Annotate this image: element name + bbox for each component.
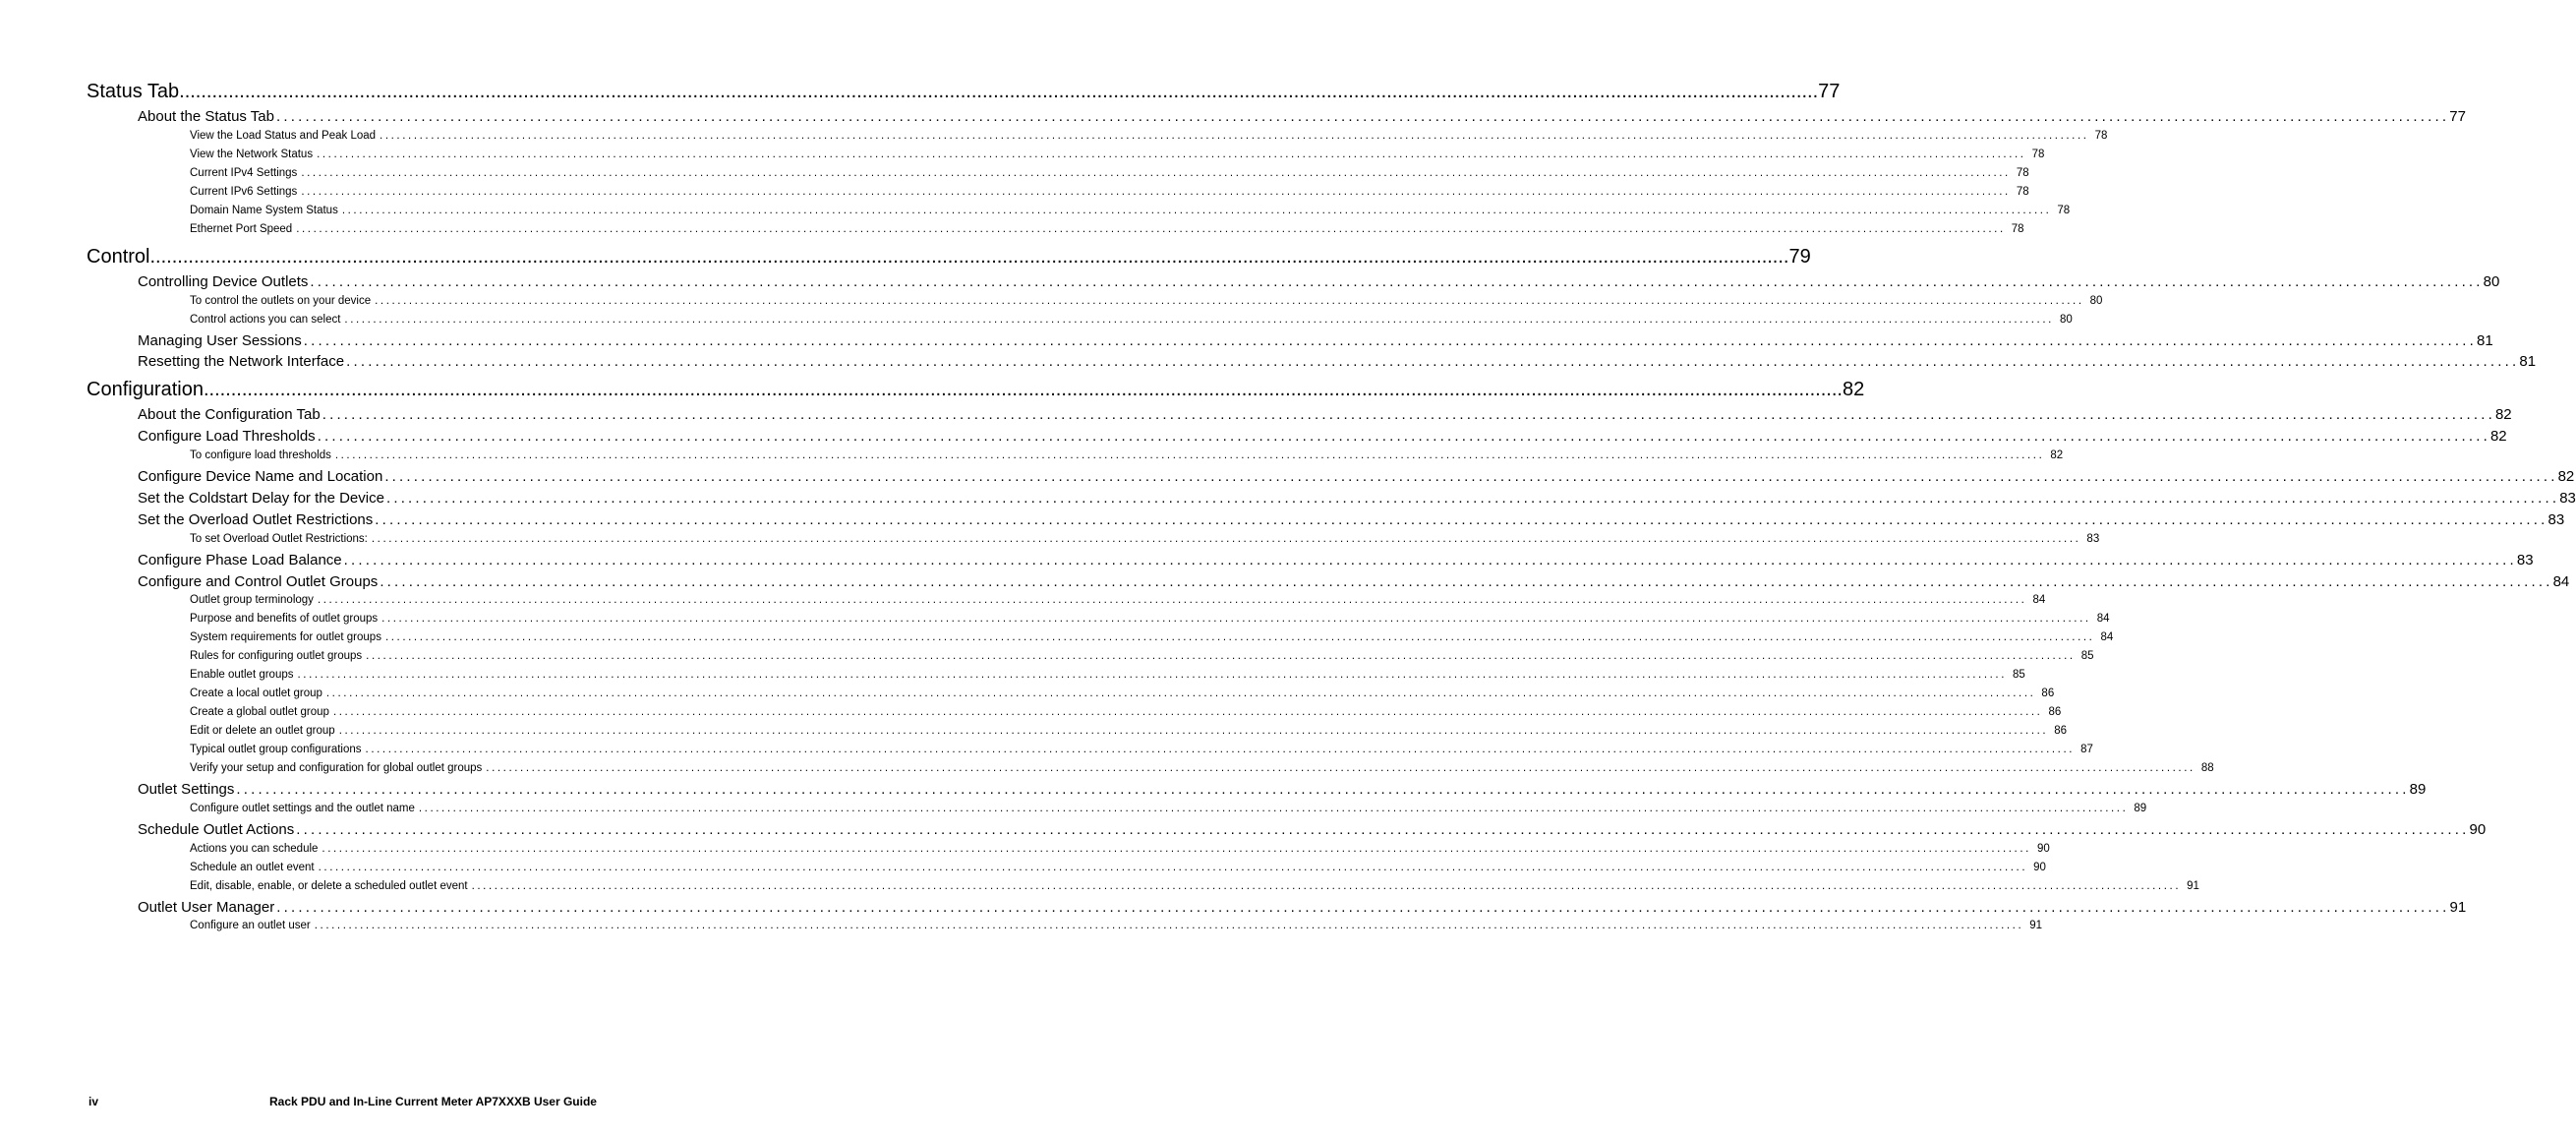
- toc-entry-page: 83: [2086, 533, 2100, 545]
- toc-entry-title: To set Overload Outlet Restrictions:: [190, 533, 368, 545]
- toc-entry-title: Current IPv4 Settings: [190, 167, 298, 179]
- dot-leader: ............................................................................................................................................................................................................................................................................................................: [375, 295, 2084, 307]
- toc-entry-title: Configure outlet settings and the outlet name: [190, 803, 415, 814]
- toc-entry-level-3[interactable]: [190, 920, 2043, 934]
- toc-entry-level-2[interactable]: [138, 573, 2570, 592]
- toc-entry-title: Ethernet Port Speed: [190, 223, 293, 235]
- toc-entry-level-3[interactable]: [190, 186, 2029, 201]
- toc-entry-page: 82: [2557, 468, 2575, 485]
- dot-leader: ............................................................................................................................................................................................................................................................................................................: [338, 725, 2049, 737]
- toc-entry-title: Set the Coldstart Delay for the Device: [138, 490, 384, 507]
- toc-entry-page: 78: [2094, 130, 2108, 142]
- toc-entry-page: 80: [2089, 295, 2103, 307]
- toc-entry-page: 82: [1842, 379, 1865, 400]
- footer-page-number: iv: [88, 1095, 99, 1108]
- dot-leader: ............................................................................................................................................................................................................................................................................................................: [385, 490, 2560, 507]
- toc-entry-title: Resetting the Network Interface: [138, 353, 345, 370]
- dot-leader: ............................................................................................................................................................................................................................................................................................................: [344, 314, 2054, 326]
- toc-entry-level-2[interactable]: [138, 406, 2512, 425]
- dot-leader: ............................................................................................................................................................................................................................................................................................................: [343, 552, 2517, 568]
- toc-entry-title: To control the outlets on your device: [190, 295, 372, 307]
- dot-leader: ............................................................................................................................................................................................................................................................................................................: [486, 762, 2195, 774]
- toc-entry-page: 85: [2080, 650, 2094, 662]
- toc-entry-title: Status Tab: [87, 81, 180, 102]
- dot-leader: ............................................................................................................................................................................................................................................................................................................: [203, 379, 1843, 400]
- dot-leader: ............................................................................................................................................................................................................................................................................................................: [310, 273, 2484, 290]
- dot-leader: ............................................................................................................................................................................................................................................................................................................: [301, 167, 2011, 179]
- toc-entry-title: About the Configuration Tab: [138, 406, 321, 423]
- dot-leader: ............................................................................................................................................................................................................................................................................................................: [334, 449, 2045, 461]
- dot-leader: ............................................................................................................................................................................................................................................................................................................: [384, 468, 2558, 485]
- toc-entry-page: 84: [2096, 613, 2110, 625]
- toc-entry-title: View the Network Status: [190, 149, 314, 160]
- toc-entry-level-3[interactable]: [190, 843, 2050, 858]
- toc-entry-level-3[interactable]: [190, 594, 2046, 609]
- toc-entry-level-3[interactable]: [190, 650, 2094, 665]
- toc-entry-title: Actions you can schedule: [190, 843, 319, 855]
- toc-entry-level-3[interactable]: [190, 295, 2103, 310]
- toc-entry-title: Configure Phase Load Balance: [138, 552, 342, 568]
- dot-leader: ............................................................................................................................................................................................................................................................................................................: [371, 533, 2081, 545]
- dot-leader: ............................................................................................................................................................................................................................................................................................................: [317, 149, 2026, 160]
- toc-entry-page: 77: [2449, 108, 2466, 125]
- toc-entry-page: 77: [1818, 81, 1841, 102]
- toc-entry-level-3[interactable]: [190, 205, 2071, 219]
- toc-entry-title: Outlet Settings: [138, 781, 235, 798]
- toc-entry-level-3[interactable]: [190, 880, 2199, 895]
- dot-leader: ............................................................................................................................................................................................................................................................................................................: [297, 669, 2008, 681]
- toc-entry-level-2[interactable]: [138, 273, 2500, 292]
- toc-entry-page: 86: [2048, 706, 2062, 718]
- toc-entry-title: Rules for configuring outlet groups: [190, 650, 363, 662]
- toc-entry-page: 81: [2519, 353, 2537, 370]
- toc-entry-page: 86: [2054, 725, 2068, 737]
- dot-leader: ............................................................................................................................................................................................................................................................................................................: [341, 205, 2052, 216]
- toc-entry-level-2[interactable]: [138, 781, 2427, 800]
- toc-entry-page: 89: [2134, 803, 2147, 814]
- dot-leader: ............................................................................................................................................................................................................................................................................................................: [322, 843, 2031, 855]
- toc-entry-level-3[interactable]: [190, 725, 2068, 740]
- toc-entry-title: Create a local outlet group: [190, 688, 322, 699]
- toc-entry-page: 88: [2200, 762, 2214, 774]
- toc-entry-level-3[interactable]: [190, 314, 2073, 329]
- toc-entry-page: 84: [2100, 631, 2114, 643]
- toc-entry-level-2[interactable]: [138, 468, 2575, 487]
- toc-entry-level-2[interactable]: [138, 552, 2534, 570]
- toc-entry-level-3[interactable]: [190, 449, 2064, 464]
- toc-entry-level-3[interactable]: [190, 167, 2029, 182]
- toc-entry-level-2[interactable]: [138, 108, 2466, 127]
- dot-leader: ............................................................................................................................................................................................................................................................................................................: [471, 880, 2182, 892]
- dot-leader: ............................................................................................................................................................................................................................................................................................................: [380, 573, 2553, 590]
- toc-entry-title: About the Status Tab: [138, 108, 274, 125]
- toc-entry-title: Edit or delete an outlet group: [190, 725, 335, 737]
- toc-entry-level-3[interactable]: [190, 688, 2055, 702]
- toc-entry-level-3[interactable]: [190, 149, 2045, 163]
- toc-entry-title: Purpose and benefits of outlet groups: [190, 613, 379, 625]
- toc-entry-page: 78: [2016, 186, 2029, 198]
- dot-leader: ............................................................................................................................................................................................................................................................................................................: [384, 631, 2095, 643]
- toc-entry-level-2[interactable]: [138, 353, 2537, 372]
- dot-leader: ............................................................................................................................................................................................................................................................................................................: [296, 821, 2470, 838]
- dot-leader: ............................................................................................................................................................................................................................................................................................................: [276, 899, 2450, 916]
- toc-entry-page: 82: [2494, 406, 2512, 423]
- toc-entry-level-2[interactable]: [138, 428, 2507, 447]
- toc-entry-page: 83: [2559, 490, 2576, 507]
- toc-entry-level-3[interactable]: [190, 613, 2110, 628]
- dot-leader: ............................................................................................................................................................................................................................................................................................................: [322, 406, 2495, 423]
- toc-entry-level-3[interactable]: [190, 533, 2100, 548]
- dot-leader: ............................................................................................................................................................................................................................................................................................................: [381, 613, 2091, 625]
- toc-entry-title: Edit, disable, enable, or delete a scheduled outlet event: [190, 880, 468, 892]
- dot-leader: ............................................................................................................................................................................................................................................................................................................: [325, 688, 2036, 699]
- toc-entry-level-3[interactable]: [190, 223, 2024, 238]
- toc-entry-level-2[interactable]: [138, 490, 2576, 508]
- toc-entry-level-3[interactable]: [190, 862, 2046, 876]
- dot-leader: ............................................................................................................................................................................................................................................................................................................: [318, 862, 2028, 873]
- toc-entry-level-1[interactable]: [87, 246, 1811, 269]
- toc-entry-title: System requirements for outlet groups: [190, 631, 381, 643]
- dot-leader: ............................................................................................................................................................................................................................................................................................................: [303, 332, 2478, 349]
- toc-entry-page: 78: [2016, 167, 2029, 179]
- toc-entry-title: Schedule Outlet Actions: [138, 821, 295, 838]
- toc-entry-title: Outlet User Manager: [138, 899, 275, 916]
- dot-leader: ............................................................................................................................................................................................................................................................................................................: [179, 81, 1819, 102]
- toc-entry-level-2[interactable]: [138, 332, 2493, 351]
- toc-entry-title: Domain Name System Status: [190, 205, 338, 216]
- dot-leader: ............................................................................................................................................................................................................................................................................................................: [366, 650, 2076, 662]
- toc-entry-title: Control actions you can select: [190, 314, 341, 326]
- toc-entry-page: 89: [2409, 781, 2427, 798]
- toc-entry-title: To configure load thresholds: [190, 449, 331, 461]
- dot-leader: ............................................................................................................................................................................................................................................................................................................: [380, 130, 2089, 142]
- toc-entry-title: Configure an outlet user: [190, 920, 311, 931]
- toc-entry-title: Configure Load Thresholds: [138, 428, 316, 445]
- toc-entry-title: Current IPv6 Settings: [190, 186, 298, 198]
- toc-entry-title: Configuration: [87, 379, 204, 400]
- dot-leader: ............................................................................................................................................................................................................................................................................................................: [301, 186, 2011, 198]
- dot-leader: ............................................................................................................................................................................................................................................................................................................: [296, 223, 2006, 235]
- toc-entry-page: 82: [2489, 428, 2507, 445]
- toc-entry-page: 86: [2041, 688, 2055, 699]
- toc-entry-page: 78: [2011, 223, 2024, 235]
- toc-entry-title: Enable outlet groups: [190, 669, 294, 681]
- toc-entry-title: Managing User Sessions: [138, 332, 302, 349]
- toc-entry-page: 79: [1788, 246, 1811, 268]
- toc-entry-level-2[interactable]: [138, 511, 2565, 530]
- toc-entry-page: 80: [2059, 314, 2073, 326]
- toc-entry-title: Verify your setup and configuration for global outlet groups: [190, 762, 483, 774]
- toc-entry-level-3[interactable]: [190, 130, 2108, 145]
- footer-document-title: Rack PDU and In-Line Current Meter AP7XXXB User Guide: [269, 1095, 597, 1108]
- toc-entry-title: Configure Device Name and Location: [138, 468, 383, 485]
- page-footer: [87, 1095, 706, 1110]
- dot-leader: ............................................................................................................................................................................................................................................................................................................: [236, 781, 2410, 798]
- toc-entry-page: 82: [2050, 449, 2064, 461]
- toc-entry-title: Typical outlet group configurations: [190, 744, 362, 755]
- toc-entry-title: Controlling Device Outlets: [138, 273, 309, 290]
- toc-entry-page: 78: [2031, 149, 2045, 160]
- toc-entry-level-3[interactable]: [190, 762, 2214, 777]
- dot-leader: ............................................................................................................................................................................................................................................................................................................: [149, 246, 1789, 268]
- dot-leader: ............................................................................................................................................................................................................................................................................................................: [314, 920, 2024, 931]
- toc-entry-title: Schedule an outlet event: [190, 862, 315, 873]
- toc-entry-page: 91: [2029, 920, 2043, 931]
- toc-entry-page: 84: [2552, 573, 2570, 590]
- toc-entry-title: Configure and Control Outlet Groups: [138, 573, 379, 590]
- toc-entry-level-3[interactable]: [190, 669, 2025, 684]
- dot-leader: ............................................................................................................................................................................................................................................................................................................: [317, 428, 2490, 445]
- toc-entry-level-2[interactable]: [138, 899, 2467, 918]
- toc-entry-page: 78: [2057, 205, 2071, 216]
- toc-entry-page: 85: [2013, 669, 2025, 681]
- toc-entry-page: 80: [2483, 273, 2500, 290]
- toc-entry-page: 90: [2036, 843, 2050, 855]
- toc-entry-title: Control: [87, 246, 150, 268]
- toc-entry-page: 90: [2033, 862, 2046, 873]
- toc-entry-level-3[interactable]: [190, 631, 2114, 646]
- dot-leader: ............................................................................................................................................................................................................................................................................................................: [276, 108, 2450, 125]
- toc-entry-title: Create a global outlet group: [190, 706, 329, 718]
- toc-entry-level-3[interactable]: [190, 744, 2093, 758]
- dot-leader: ............................................................................................................................................................................................................................................................................................................: [346, 353, 2520, 370]
- toc-entry-page: 81: [2477, 332, 2493, 349]
- toc-entry-title: Outlet group terminology: [190, 594, 314, 606]
- dot-leader: ............................................................................................................................................................................................................................................................................................................: [418, 803, 2129, 814]
- toc-entry-level-2[interactable]: [138, 821, 2487, 840]
- toc-entry-page: 90: [2469, 821, 2487, 838]
- toc-entry-level-1[interactable]: [87, 81, 1841, 104]
- toc-entry-page: 83: [2547, 511, 2565, 528]
- dot-leader: ............................................................................................................................................................................................................................................................................................................: [375, 511, 2548, 528]
- toc-entry-title: Set the Overload Outlet Restrictions: [138, 511, 374, 528]
- toc-entry-page: 84: [2032, 594, 2046, 606]
- toc-entry-title: View the Load Status and Peak Load: [190, 130, 377, 142]
- toc-entry-page: 83: [2516, 552, 2534, 568]
- toc-entry-level-1[interactable]: [87, 379, 1865, 402]
- toc-entry-page: 91: [2449, 899, 2467, 916]
- toc-entry-page: 87: [2080, 744, 2093, 755]
- dot-leader: ............................................................................................................................................................................................................................................................................................................: [317, 594, 2027, 606]
- toc-entry-level-3[interactable]: [190, 706, 2062, 721]
- toc-entry-level-3[interactable]: [190, 803, 2147, 817]
- dot-leader: ............................................................................................................................................................................................................................................................................................................: [332, 706, 2043, 718]
- toc-entry-page: 91: [2187, 880, 2199, 892]
- dot-leader: ............................................................................................................................................................................................................................................................................................................: [365, 744, 2076, 755]
